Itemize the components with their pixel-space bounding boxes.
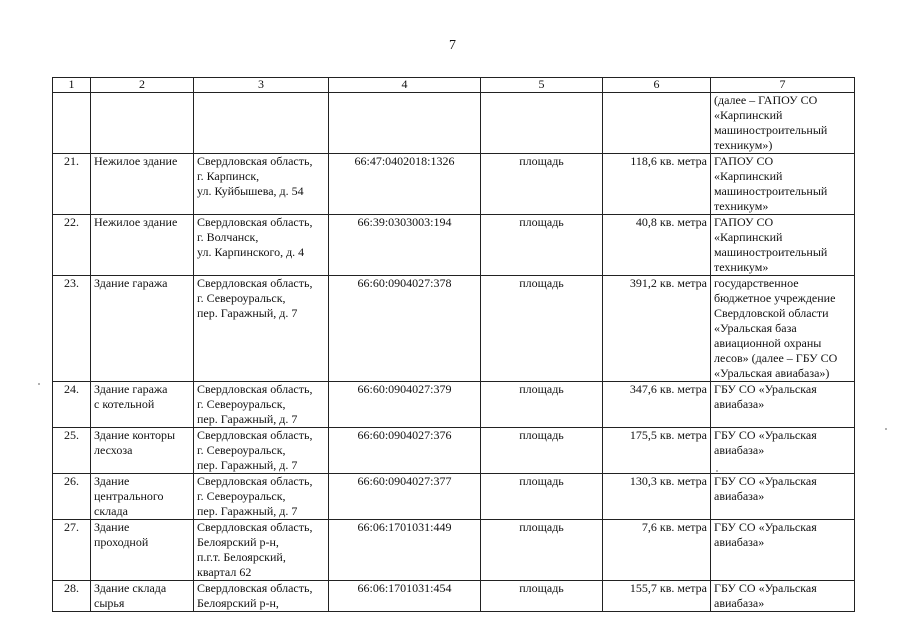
object-address-cell: Свердловская область, г. Североуральск, пер. Гаражный, д. 7 <box>194 474 329 520</box>
page-number: 7 <box>449 38 456 53</box>
object-address-cell: Свердловская область, г. Североуральск, пер. Гаражный, д. 7 <box>194 382 329 428</box>
table-row <box>53 154 855 215</box>
table-row <box>53 93 855 154</box>
table-row <box>53 215 855 276</box>
characteristic-type-cell: площадь <box>481 581 603 612</box>
object-address-cell: Свердловская область, г. Североуральск, пер. Гаражный, д. 7 <box>194 276 329 382</box>
header-cell-1: 1 <box>53 78 91 93</box>
cadastral-number-cell: 66:06:1701031:454 <box>329 581 481 612</box>
header-cell-2: 2 <box>91 78 194 93</box>
table-row <box>53 474 855 520</box>
area-value-cell: 7,6 кв. метра <box>603 520 711 581</box>
object-name-cell: Здание проходной <box>91 520 194 581</box>
cadastral-number-cell: 66:60:0904027:379 <box>329 382 481 428</box>
scan-speck <box>38 383 40 385</box>
row-number-cell <box>53 93 91 154</box>
header-cell-5: 5 <box>481 78 603 93</box>
table-row <box>53 520 855 581</box>
cadastral-number-cell <box>329 93 481 154</box>
header-cell-4: 4 <box>329 78 481 93</box>
row-number-cell: 28. <box>53 581 91 612</box>
characteristic-type-cell <box>481 93 603 154</box>
object-name-cell: Нежилое здание <box>91 154 194 215</box>
object-name-cell: Здание гаража <box>91 276 194 382</box>
cadastral-number-cell: 66:60:0904027:377 <box>329 474 481 520</box>
scan-speck <box>885 428 887 430</box>
table-row <box>53 581 855 612</box>
cadastral-number-cell: 66:06:1701031:449 <box>329 520 481 581</box>
object-name-cell: Здание склада сырья <box>91 581 194 612</box>
rights-holder-cell: ГБУ СО «Уральская авиабаза» <box>711 428 855 474</box>
characteristic-type-cell: площадь <box>481 276 603 382</box>
area-value-cell: 175,5 кв. метра <box>603 428 711 474</box>
area-value-cell: 391,2 кв. метра <box>603 276 711 382</box>
area-value-cell <box>603 93 711 154</box>
rights-holder-cell: ГБУ СО «Уральская авиабаза» <box>711 474 855 520</box>
row-number-cell: 24. <box>53 382 91 428</box>
area-value-cell: 155,7 кв. метра <box>603 581 711 612</box>
object-name-cell: Здание конторы лесхоза <box>91 428 194 474</box>
rights-holder-cell: (далее – ГАПОУ СО «Карпинский машиностроительный техникум») <box>711 93 855 154</box>
header-cell-6: 6 <box>603 78 711 93</box>
object-address-cell: Свердловская область, Белоярский р-н, п.г.т. Белоярский, квартал 62 <box>194 520 329 581</box>
object-address-cell: Свердловская область, г. Волчанск, ул. Карпинского, д. 4 <box>194 215 329 276</box>
row-number-cell: 21. <box>53 154 91 215</box>
table-header-row <box>53 78 855 93</box>
row-number-cell: 23. <box>53 276 91 382</box>
row-number-cell: 27. <box>53 520 91 581</box>
area-value-cell: 347,6 кв. метра <box>603 382 711 428</box>
area-value-cell: 40,8 кв. метра <box>603 215 711 276</box>
characteristic-type-cell: площадь <box>481 154 603 215</box>
object-name-cell: Здание гаража с котельной <box>91 382 194 428</box>
table-row <box>53 382 855 428</box>
row-number-cell: 26. <box>53 474 91 520</box>
object-address-cell: Свердловская область, г. Карпинск, ул. Куйбышева, д. 54 <box>194 154 329 215</box>
object-name-cell: Здание центрального склада <box>91 474 194 520</box>
table-row <box>53 428 855 474</box>
rights-holder-cell: ГБУ СО «Уральская авиабаза» <box>711 581 855 612</box>
object-address-cell: Свердловская область, г. Североуральск, пер. Гаражный, д. 7 <box>194 428 329 474</box>
table-row <box>53 276 855 382</box>
cadastral-number-cell: 66:60:0904027:378 <box>329 276 481 382</box>
rights-holder-cell: ГАПОУ СО «Карпинский машиностроительный техникум» <box>711 215 855 276</box>
header-cell-3: 3 <box>194 78 329 93</box>
characteristic-type-cell: площадь <box>481 215 603 276</box>
rights-holder-cell: ГБУ СО «Уральская авиабаза» <box>711 382 855 428</box>
property-table <box>52 77 855 612</box>
characteristic-type-cell: площадь <box>481 428 603 474</box>
object-name-cell: Нежилое здание <box>91 215 194 276</box>
characteristic-type-cell: площадь <box>481 520 603 581</box>
object-name-cell <box>91 93 194 154</box>
cadastral-number-cell: 66:47:0402018:1326 <box>329 154 481 215</box>
rights-holder-cell: государственное бюджетное учреждение Свердловской области «Уральская база авиационной охраны лесов» (далее – ГБУ СО «Уральская авиабаза») <box>711 276 855 382</box>
cadastral-number-cell: 66:39:0303003:194 <box>329 215 481 276</box>
row-number-cell: 25. <box>53 428 91 474</box>
rights-holder-cell: ГБУ СО «Уральская авиабаза» <box>711 520 855 581</box>
characteristic-type-cell: площадь <box>481 382 603 428</box>
area-value-cell: 130,3 кв. метра <box>603 474 711 520</box>
row-number-cell: 22. <box>53 215 91 276</box>
rights-holder-cell: ГАПОУ СО «Карпинский машиностроительный техникум» <box>711 154 855 215</box>
object-address-cell: Свердловская область, Белоярский р-н, <box>194 581 329 612</box>
scan-speck <box>716 470 718 472</box>
characteristic-type-cell: площадь <box>481 474 603 520</box>
object-address-cell <box>194 93 329 154</box>
header-cell-7: 7 <box>711 78 855 93</box>
area-value-cell: 118,6 кв. метра <box>603 154 711 215</box>
cadastral-number-cell: 66:60:0904027:376 <box>329 428 481 474</box>
